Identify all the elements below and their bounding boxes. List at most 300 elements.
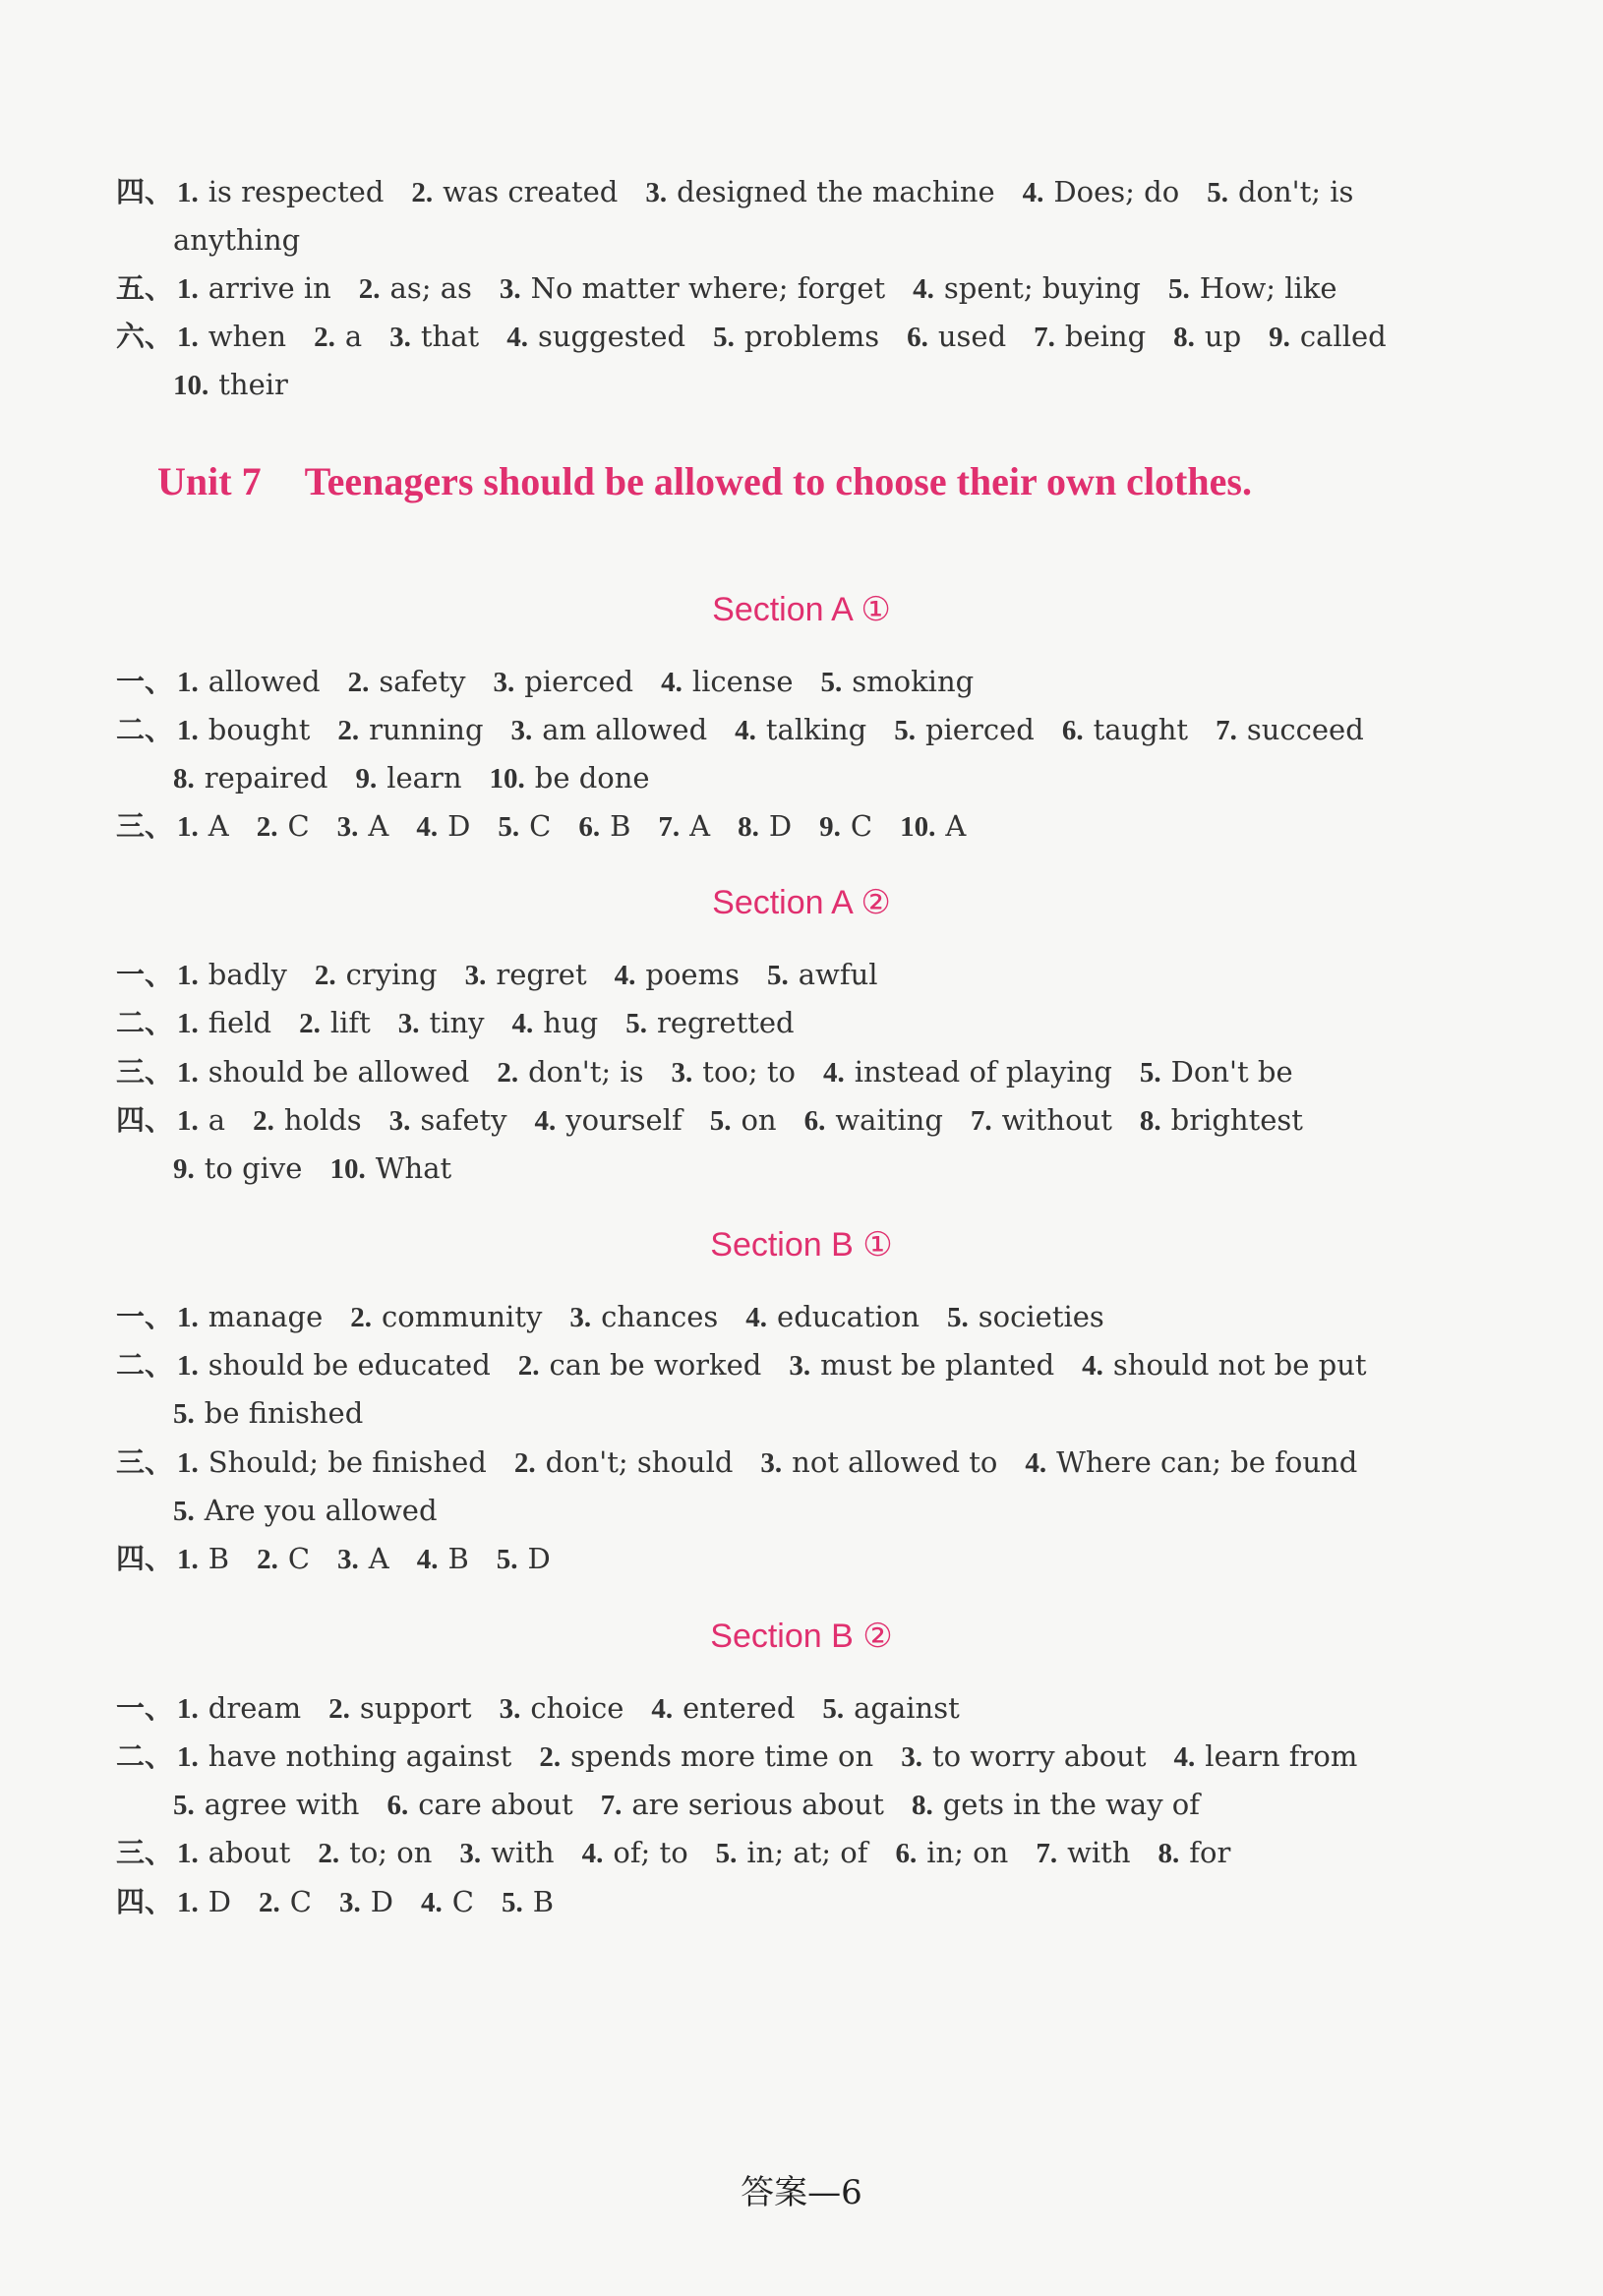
- answer-item: [582, 1833, 688, 1873]
- item-answer: dream: [208, 1691, 302, 1725]
- answer-row: [116, 710, 1364, 750]
- item-number: 7.: [600, 1790, 623, 1821]
- answer-item: [177, 710, 310, 750]
- answer-item: 2. a: [314, 320, 363, 353]
- item-number: 3.: [338, 1887, 361, 1918]
- item-answer: entered: [683, 1691, 796, 1725]
- item-answer: should not be put: [1112, 1348, 1367, 1382]
- section-title: Section A ①: [712, 591, 891, 628]
- answer-item: [177, 1882, 231, 1922]
- item-number: 6.: [803, 1105, 826, 1137]
- answer-item: [259, 1882, 312, 1922]
- section-title: Section B ①: [710, 1226, 893, 1264]
- item-number: 4.: [416, 1544, 439, 1575]
- item-answer: about: [208, 1836, 291, 1869]
- answer-item: [1158, 1833, 1231, 1873]
- item-answer: B: [610, 809, 631, 843]
- answer-row: [116, 1539, 551, 1579]
- answer-item: [465, 955, 587, 995]
- item-number: 10.: [489, 763, 525, 795]
- answer-item: [601, 1785, 884, 1825]
- answer-item: [328, 1688, 471, 1729]
- row-label: 四、: [116, 1885, 174, 1918]
- answer-item: 5. problems: [713, 320, 880, 353]
- item-answer: regretted: [656, 1006, 795, 1039]
- item-number: 2.: [539, 1741, 562, 1773]
- answer-item: [500, 1688, 624, 1729]
- answer-item: [350, 1297, 542, 1337]
- item-answer: pierced: [524, 665, 634, 698]
- item-number: 5.: [947, 1302, 969, 1333]
- item-answer: should be allowed: [208, 1055, 470, 1089]
- item-answer: poems: [645, 958, 740, 991]
- row-label: 五、: [116, 271, 174, 305]
- answer-item: [514, 1442, 734, 1483]
- answer-item: [339, 1882, 393, 1922]
- item-answer: gets in the way of: [942, 1788, 1200, 1821]
- item-answer: regret: [496, 958, 587, 991]
- answer-item: [417, 1539, 469, 1579]
- answer-item: 1. when: [177, 320, 287, 353]
- item-answer: choice: [530, 1691, 624, 1725]
- item-number: 5.: [498, 811, 520, 843]
- item-number: 1.: [177, 1447, 199, 1479]
- item-number: 3.: [337, 1544, 359, 1575]
- answer-item: 1. arrive in: [177, 271, 331, 305]
- answer-item: [971, 1100, 1112, 1141]
- item-answer: manage: [208, 1300, 324, 1333]
- answer-item: [257, 1539, 310, 1579]
- answer-item: [1025, 1442, 1357, 1483]
- answer-item: [658, 806, 710, 847]
- item-answer: a: [208, 1103, 226, 1137]
- item-number: 8.: [1139, 1105, 1161, 1137]
- item-number: 2.: [328, 1693, 350, 1725]
- item-answer: license: [691, 665, 794, 698]
- item-number: 3.: [336, 811, 359, 843]
- item-answer: A: [368, 1542, 389, 1575]
- answer-item: [716, 1833, 868, 1873]
- answer-item: [1036, 1833, 1130, 1873]
- item-number: 2.: [259, 1887, 280, 1918]
- answer-item: [315, 955, 438, 995]
- item-answer: safety: [420, 1103, 507, 1137]
- item-number: 2.: [350, 1302, 372, 1333]
- item-answer: D: [370, 1885, 393, 1918]
- answer-row: [116, 662, 974, 702]
- item-answer: awful: [798, 958, 878, 991]
- answer-item: [518, 1345, 762, 1385]
- item-answer: on: [741, 1103, 777, 1137]
- row-label: 四、: [116, 175, 174, 208]
- item-number: 5.: [766, 960, 789, 991]
- answer-item: 4. suggested: [506, 320, 686, 353]
- item-answer: yourself: [565, 1103, 683, 1137]
- answer-item: 2. as; as: [358, 271, 472, 305]
- item-number: 10.: [900, 811, 936, 843]
- item-answer: allowed: [208, 665, 321, 698]
- item-number: 2.: [314, 960, 336, 991]
- answer-item: [177, 1737, 511, 1777]
- item-number: 3.: [671, 1057, 693, 1089]
- answer-item: 9. called: [1269, 320, 1387, 353]
- answer-row: [116, 1052, 1293, 1092]
- item-answer: Don't be: [1170, 1055, 1293, 1089]
- item-number: 5.: [822, 1693, 845, 1725]
- item-answer: spends more time on: [570, 1739, 874, 1773]
- answer-item: [735, 710, 866, 750]
- item-number: 3.: [464, 960, 487, 991]
- item-answer: succeed: [1246, 713, 1364, 746]
- item-answer: be done: [534, 761, 650, 795]
- item-answer: D: [447, 809, 471, 843]
- item-answer: B: [532, 1885, 555, 1918]
- item-answer: C: [289, 1885, 312, 1918]
- answer-item: [389, 1100, 507, 1141]
- item-number: 4.: [511, 1008, 534, 1039]
- answer-row-continuation: [173, 1148, 451, 1189]
- row-label: 三、: [116, 1836, 174, 1869]
- answer-item: [672, 1052, 796, 1092]
- item-answer: D: [527, 1542, 551, 1575]
- item-answer: community: [382, 1300, 543, 1333]
- item-answer: B: [447, 1542, 469, 1575]
- answer-item: [569, 1297, 718, 1337]
- item-number: 3.: [789, 1350, 811, 1382]
- item-number: 1.: [177, 1350, 199, 1382]
- item-answer: agree with: [204, 1788, 360, 1821]
- item-number: 7.: [1216, 715, 1237, 746]
- item-number: 3.: [459, 1838, 482, 1869]
- item-number: 3.: [388, 1105, 411, 1137]
- row-label: 四、: [116, 1103, 174, 1137]
- item-number: 1.: [177, 811, 199, 843]
- answer-item: 4. spent; buying: [913, 271, 1141, 305]
- answer-item: [177, 1345, 491, 1385]
- answer-item: [177, 1100, 225, 1141]
- item-number: 1.: [177, 1105, 199, 1137]
- item-answer: too; to: [702, 1055, 796, 1089]
- answer-item: [398, 1003, 485, 1043]
- row-label: 三、: [116, 1445, 174, 1479]
- answer-item: [421, 1882, 474, 1922]
- answer-item: [819, 806, 872, 847]
- item-number: 1.: [177, 1008, 199, 1039]
- item-answer: education: [777, 1300, 920, 1333]
- item-number: 4.: [661, 667, 683, 698]
- item-answer: D: [768, 809, 793, 843]
- item-answer: be finished: [204, 1396, 364, 1430]
- answer-item: [177, 1833, 290, 1873]
- answer-row: [116, 1833, 1230, 1873]
- item-number: 5.: [173, 1790, 195, 1821]
- item-number: 2.: [257, 1544, 278, 1575]
- item-answer: taught: [1093, 713, 1189, 746]
- answer-item: [1216, 710, 1364, 750]
- item-answer: badly: [208, 958, 287, 991]
- item-number: 3.: [499, 1693, 521, 1725]
- answer-item: [177, 662, 321, 702]
- item-number: 6.: [386, 1790, 409, 1821]
- answer-item: 1. is respected: [177, 175, 385, 208]
- answer-item: [901, 1737, 1146, 1777]
- answer-item: [912, 1785, 1200, 1825]
- item-number: 1.: [177, 667, 199, 698]
- answer-item: [1062, 710, 1188, 750]
- item-answer: waiting: [835, 1103, 943, 1137]
- item-number: 1.: [177, 1057, 199, 1089]
- item-answer: Where can; be found: [1056, 1445, 1358, 1479]
- answer-item: [502, 1882, 554, 1922]
- answer-item: [386, 1785, 572, 1825]
- answer-item: [512, 1003, 599, 1043]
- answer-item: [173, 1491, 438, 1531]
- item-answer: am allowed: [542, 713, 708, 746]
- item-number: 2.: [337, 715, 360, 746]
- answer-item: 5. don't; is: [1207, 175, 1354, 208]
- answer-item: [1140, 1052, 1293, 1092]
- item-number: 4.: [1025, 1447, 1047, 1479]
- item-number: 4.: [534, 1105, 557, 1137]
- row-label: 一、: [116, 665, 174, 698]
- answer-item: [767, 955, 878, 995]
- row-label: 一、: [116, 958, 174, 991]
- item-answer: C: [451, 1885, 474, 1918]
- answer-item: [493, 662, 633, 702]
- answer-row: [116, 1737, 1357, 1777]
- item-number: 2.: [347, 667, 370, 698]
- item-answer: should be educated: [208, 1348, 491, 1382]
- item-answer: don't; should: [545, 1445, 734, 1479]
- item-number: 4.: [745, 1302, 768, 1333]
- row-label: 二、: [116, 1739, 174, 1773]
- answer-item: [651, 1688, 795, 1729]
- item-answer: support: [359, 1691, 472, 1725]
- item-answer: of; to: [613, 1836, 688, 1869]
- answer-row: [116, 1003, 795, 1043]
- item-answer: smoking: [852, 665, 975, 698]
- item-number: 4.: [614, 960, 636, 991]
- item-answer: are serious about: [631, 1788, 884, 1821]
- answer-row: [116, 806, 966, 847]
- item-number: 2.: [253, 1105, 274, 1137]
- row-label: 三、: [116, 1055, 174, 1089]
- item-number: 5.: [894, 715, 916, 746]
- item-number: 5.: [501, 1887, 523, 1918]
- answer-item: [318, 1833, 432, 1873]
- item-number: 6.: [1061, 715, 1084, 746]
- item-number: 8.: [1158, 1838, 1180, 1869]
- answer-item: [416, 806, 470, 847]
- item-number: 3.: [901, 1741, 922, 1773]
- answer-row: [116, 955, 878, 995]
- item-answer: running: [369, 713, 484, 746]
- item-answer: in; at; of: [746, 1836, 868, 1869]
- answer-item: [760, 1442, 997, 1483]
- answer-item: [459, 1833, 554, 1873]
- answer-item: 6. used: [907, 320, 1007, 353]
- answer-item: 3. No matter where; forget: [499, 271, 886, 305]
- answer-item: 3. designed the machine: [645, 175, 995, 208]
- item-answer: chances: [601, 1300, 719, 1333]
- answer-item: [1140, 1100, 1303, 1141]
- item-number: 9.: [819, 811, 841, 843]
- answer-item: 8. up: [1173, 320, 1242, 353]
- item-answer: have nothing against: [208, 1739, 512, 1773]
- section-title: Section A ②: [712, 884, 891, 921]
- answer-item: [253, 1100, 362, 1141]
- answer-row: [116, 1442, 1357, 1483]
- item-answer: brightest: [1170, 1103, 1303, 1137]
- item-number: 8.: [173, 763, 195, 795]
- item-number: 4.: [416, 811, 439, 843]
- item-answer: against: [854, 1691, 960, 1725]
- item-answer: C: [850, 809, 873, 843]
- answer-item: [894, 710, 1035, 750]
- item-number: 5.: [496, 1544, 518, 1575]
- answer-item: [745, 1297, 920, 1337]
- row-label: 二、: [116, 1006, 174, 1039]
- item-number: 5.: [820, 667, 843, 698]
- item-answer: don't; is: [528, 1055, 644, 1089]
- answer-item: 2. was created: [411, 175, 619, 208]
- item-answer: bought: [208, 713, 311, 746]
- answer-row-continuation: [173, 1785, 1200, 1825]
- item-answer: can be worked: [549, 1348, 762, 1382]
- answer-item: [615, 955, 740, 995]
- answer-item: [539, 1737, 873, 1777]
- item-number: 4.: [1082, 1350, 1103, 1382]
- item-number: 2.: [256, 811, 278, 843]
- answer-item: [535, 1100, 683, 1141]
- answer-item: [625, 1003, 794, 1043]
- answer-item: [895, 1833, 1008, 1873]
- item-answer: crying: [345, 958, 438, 991]
- answer-item: [177, 1297, 323, 1337]
- item-number: 4.: [651, 1693, 674, 1725]
- row-label: 六、: [116, 320, 174, 353]
- item-answer: talking: [765, 713, 867, 746]
- item-answer: with: [1067, 1836, 1131, 1869]
- item-answer: field: [208, 1006, 272, 1039]
- item-number: 10.: [329, 1153, 366, 1185]
- answer-item: 3. that: [389, 320, 480, 353]
- item-answer: tiny: [429, 1006, 485, 1039]
- item-number: 4.: [581, 1838, 604, 1869]
- answer-item: [822, 1688, 959, 1729]
- item-answer: repaired: [204, 761, 328, 795]
- answer-item: [789, 1345, 1054, 1385]
- answer-item: [299, 1003, 371, 1043]
- item-answer: with: [491, 1836, 555, 1869]
- answer-item: [511, 710, 708, 750]
- item-number: 2.: [517, 1350, 540, 1382]
- item-answer: to; on: [349, 1836, 433, 1869]
- item-number: 9.: [173, 1153, 195, 1185]
- answer-item: [337, 710, 483, 750]
- item-number: 2.: [318, 1838, 340, 1869]
- item-number: 5.: [1139, 1057, 1161, 1089]
- item-answer: without: [1001, 1103, 1112, 1137]
- answer-item: [578, 806, 630, 847]
- item-answer: hug: [543, 1006, 599, 1039]
- item-answer: for: [1189, 1836, 1231, 1869]
- answer-item: [173, 1393, 363, 1434]
- row-label: 二、: [116, 1348, 174, 1382]
- item-number: 4.: [735, 715, 756, 746]
- item-answer: instead of playing: [854, 1055, 1112, 1089]
- answer-item: [173, 1785, 359, 1825]
- item-answer: care about: [418, 1788, 573, 1821]
- answer-item: 5. How; like: [1167, 271, 1337, 305]
- answer-item: [177, 1539, 229, 1579]
- item-answer: A: [689, 809, 711, 843]
- item-answer: must be planted: [820, 1348, 1055, 1382]
- answer-item: [177, 955, 287, 995]
- row-label: 三、: [116, 809, 174, 843]
- item-number: 3.: [510, 715, 533, 746]
- answer-row: [116, 1688, 960, 1729]
- item-number: 3.: [397, 1008, 420, 1039]
- item-number: 2.: [497, 1057, 519, 1089]
- answer-item: [177, 806, 229, 847]
- item-answer: societies: [978, 1300, 1104, 1333]
- row-label: 一、: [116, 1300, 174, 1333]
- answer-item: [497, 1052, 643, 1092]
- item-number: 1.: [177, 715, 199, 746]
- item-answer: A: [368, 809, 389, 843]
- answer-item: 4. Does; do: [1022, 175, 1180, 208]
- answer-row-continuation: [173, 758, 650, 798]
- unit-title: [157, 454, 1252, 509]
- item-answer: to worry about: [931, 1739, 1147, 1773]
- answer-item: [947, 1297, 1104, 1337]
- answer-item: [661, 662, 793, 702]
- answer-item: [337, 1539, 389, 1579]
- item-answer: C: [529, 809, 552, 843]
- unit-number: Unit 7: [157, 459, 262, 503]
- item-answer: C: [287, 809, 310, 843]
- answer-row-liu: [116, 317, 1387, 357]
- answer-row-si: [116, 172, 1353, 212]
- item-answer: to give: [204, 1151, 303, 1185]
- item-answer: B: [208, 1542, 230, 1575]
- answer-item: [177, 1003, 271, 1043]
- item-number: 7.: [970, 1105, 992, 1137]
- answer-item: [257, 806, 310, 847]
- item-answer: not allowed to: [792, 1445, 998, 1479]
- item-number: 8.: [738, 811, 759, 843]
- answer-item: [710, 1100, 777, 1141]
- item-answer: Should; be finished: [208, 1445, 487, 1479]
- answer-item: [337, 806, 389, 847]
- answer-row-continuation: anything: [173, 223, 301, 257]
- answer-row-wu: [116, 268, 1337, 309]
- item-answer: C: [287, 1542, 311, 1575]
- item-answer: pierced: [924, 713, 1035, 746]
- item-number: 1.: [177, 1838, 199, 1869]
- answer-item: [173, 1148, 302, 1189]
- item-answer: D: [208, 1885, 232, 1918]
- item-number: 1.: [177, 1887, 199, 1918]
- item-answer: Are you allowed: [204, 1494, 438, 1527]
- item-number: 1.: [177, 960, 199, 991]
- item-number: 4.: [421, 1887, 443, 1918]
- answer-item: [348, 662, 466, 702]
- item-answer: A: [945, 809, 967, 843]
- item-number: 5.: [709, 1105, 732, 1137]
- answer-item: [738, 806, 792, 847]
